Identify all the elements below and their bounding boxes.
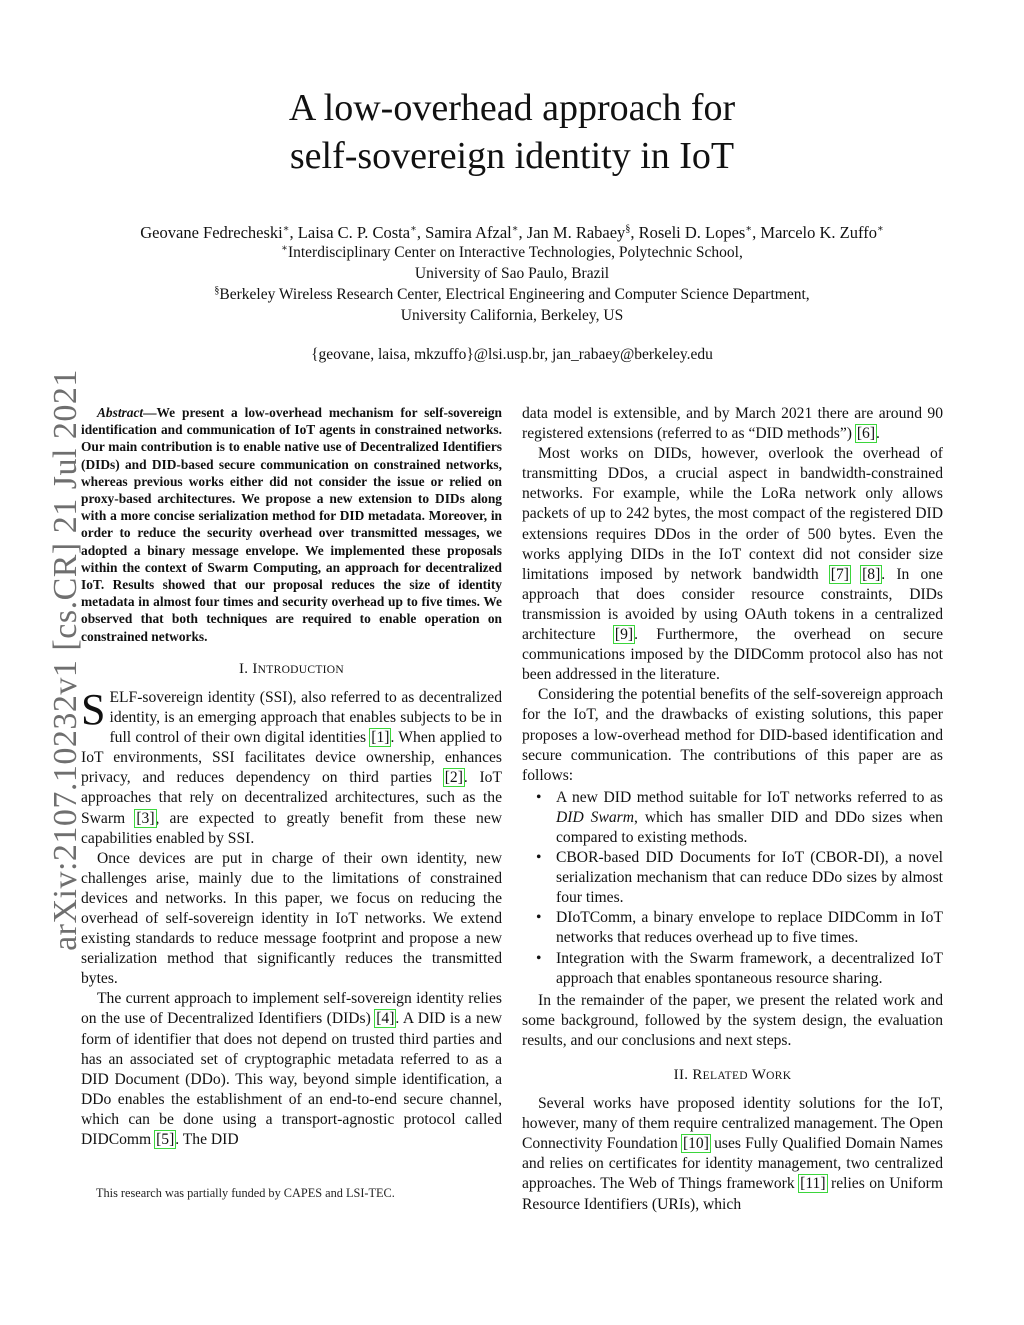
author-mark: ∗	[410, 223, 417, 235]
paper-title	[0, 84, 1024, 180]
author-emails: {geovane, laisa, mkzuffo}@lsi.usp.br, jan_rabaey@berkeley.edu	[311, 346, 713, 363]
affiliation-2-line-2: University California, Berkeley, US	[400, 307, 624, 324]
section-number: II.	[673, 1067, 689, 1083]
right-paragraph-4: In the remainder of the paper, we present the related work and some background, followed by the system design, the evaluation results, and our conclusions and next steps.	[522, 991, 943, 1049]
right-paragraph-3: Considering the potential benefits of the self-sovereign approach for the IoT, and the drawbacks of existing solutions, this paper proposes a low-overhead method for DID-based identification and secure communication. The contributions of this paper are as follows:	[522, 686, 943, 784]
section-heading-related-work	[522, 1065, 943, 1086]
citation-link[interactable]: [2]	[444, 769, 463, 787]
citation-link[interactable]: [8]	[862, 565, 881, 583]
list-item-text: , which has smaller DID and DDo sizes when compared to existing methods.	[556, 808, 943, 846]
author-name: Jan M. Rabaey	[526, 223, 626, 242]
intro-paragraph-1	[81, 684, 503, 849]
list-item	[522, 848, 943, 908]
paragraph-text: The current approach to implement self-sovereign identity relies on the use of Decentralized Identifiers (DIDs)	[81, 990, 502, 1028]
abstract	[81, 404, 502, 645]
affiliation-2-line-1	[0, 285, 1024, 306]
paragraph-text: . In one approach that does consider resource constraints, DIDs transmission is avoided by using OAuth tokens in a centralized architecture	[522, 565, 943, 644]
title-line-2: self-sovereign identity in IoT	[289, 135, 735, 177]
section-title-rest: ORK	[766, 1070, 792, 1082]
right-paragraph-2	[522, 444, 943, 685]
author-name: Roseli D. Lopes	[638, 223, 746, 242]
left-column	[81, 404, 502, 1150]
right-column	[522, 404, 943, 1215]
title-line-1: A low-overhead approach for	[288, 87, 736, 129]
affiliation-1-line-1	[0, 243, 1024, 264]
author-name: Laisa C. P. Costa	[297, 223, 411, 242]
citation-link[interactable]: [4]	[376, 1010, 395, 1028]
related-work-paragraph-1	[522, 1094, 943, 1215]
intro-paragraph-2: Once devices are put in charge of their own identity, new challenges arise, mainly due to the limitations of constrained devices and networks. In this paper, we focus on reducing the overhead of self-sovereign identity in IoT networks. We extend existing standards to reduce message footprint and propose a new serialization method that significantly reduces the transmitted bytes.	[81, 849, 502, 988]
bullet-icon: •	[536, 788, 542, 806]
section-title-initial: R	[692, 1067, 703, 1083]
author-list: Geovane Fedrecheski∗, Laisa C. P. Costa∗, Samira Afzal∗, Jan M. Rabaey§, Roseli D. Lopes∗, Marcelo K. Zuffo∗	[140, 223, 884, 242]
section-title-rest: ELATED	[702, 1070, 748, 1082]
drop-cap: S	[81, 684, 106, 734]
citation-link[interactable]: [10]	[682, 1135, 709, 1153]
author-name: Marcelo K. Zuffo	[760, 223, 877, 242]
author-name: Samira Afzal	[425, 223, 512, 242]
section-title-initial: I	[252, 660, 258, 677]
affiliation-mark: ∗	[281, 242, 288, 254]
bullet-icon: •	[536, 909, 542, 927]
affiliation-1-line-2: University of Sao Paulo, Brazil	[414, 265, 610, 282]
affiliation-mark: §	[214, 284, 220, 296]
paragraph-text: relies on Uniform Resource Identifiers (URIs), which	[522, 1175, 943, 1213]
intro-paragraph-3	[81, 989, 502, 1150]
citation-link[interactable]: [3]	[136, 809, 155, 827]
affiliation-text: Berkeley Wireless Research Center, Electrical Engineering and Computer Science Department,	[219, 286, 810, 303]
citation-link[interactable]: [5]	[156, 1131, 175, 1148]
paragraph-text: , are expected to greatly benefit from these new capabilities enabled by SSI.	[81, 809, 502, 847]
paragraph-text	[850, 566, 861, 583]
paragraph-text: . Furthermore, the overhead on secure communications imposed by the DIDComm protocol also has not been addressed in the literature.	[522, 626, 943, 684]
list-item-text: A new DID method suitable for IoT networks referred to as	[556, 788, 943, 806]
paragraph-text: .	[876, 425, 880, 443]
list-item-text: DIoTComm, a binary envelope to replace DIDComm in IoT networks that reduces overhead up to five times.	[556, 909, 943, 947]
paragraph-text: . A DID is a new form of identifier that does not depend on trusted third parties and has an associated set of cryptographic metadata referred to as a DID Document (DDo). This way, beyond simple identification, a DDo enables the establishment of an end-to-end secure channel, which can be done using a transport-agnostic protocol called DIDComm	[81, 1010, 502, 1148]
list-item	[522, 949, 943, 989]
author-mark: ∗	[282, 223, 290, 235]
list-item-emphasis: DID Swarm	[556, 808, 634, 826]
list-item-text: Integration with the Swarm framework, a decentralized IoT approach that enables spontaneous resource sharing.	[556, 949, 943, 987]
paragraph-text: . When applied to IoT environments, SSI facilitates device ownership, enhances privacy, and reduces dependency on third parties	[81, 729, 503, 787]
bullet-icon: •	[536, 849, 542, 867]
list-item-text: CBOR-based DID Documents for IoT (CBOR-DI), a novel serialization mechanism that can reduce DDo sizes by almost four times.	[556, 849, 943, 907]
citation-link[interactable]: [1]	[371, 729, 390, 747]
contributions-list	[522, 788, 943, 989]
paragraph-text: ELF-sovereign identity (SSI), also referred to as decentralized identity, is an emerging approach that enables subjects to be in full control of their own digital identities	[109, 688, 502, 747]
author-mark: §	[625, 223, 631, 235]
author-mark: ∗	[876, 223, 884, 235]
section-title-initial: W	[751, 1067, 767, 1083]
bullet-icon: •	[536, 949, 542, 967]
list-item	[522, 788, 943, 848]
citation-link[interactable]: [6]	[856, 425, 876, 443]
abstract-text: —We present a low-overhead mechanism for self-sovereign identification and communication of IoT agents in constrained networks. Our main contribution is to enable native use of Decentralized Identifiers (DIDs) and DID-based secure communication on constrained networks, whereas previous works either did not consider the issue or relied on proxy-based architectures. We propose a new extension to DIDs along with a more concise serialization method for DID metadata. Moreover, in order to reduce the security overhead over transmitted messages, we adopted a binary message envelope. We implemented these proposals within the context of Swarm Computing, an approach for decentralized IoT. Results showed that our proposal reduces the size of identity metadata in almost four times and security overhead up to five times. We observed that both techniques are required to enable operation on constrained networks.	[81, 405, 502, 644]
section-heading-introduction	[81, 659, 502, 680]
paragraph-text: . IoT approaches that rely on decentralized architectures, such as the Swarm	[81, 769, 502, 827]
section-title-rest: NTRODUCTION	[257, 663, 345, 676]
author-name: Geovane Fedrecheski	[140, 223, 283, 242]
paragraph-text: Several works have proposed identity solutions for the IoT, however, many of them require centralized management. The Open Connectivity Foundation	[522, 1095, 943, 1153]
paragraph-text: . The DID	[175, 1131, 239, 1148]
paragraph-text: uses Fully Qualified Domain Names and relies on certificates for identity management, two centralized approaches. The Web of Things framework	[522, 1135, 943, 1193]
abstract-label: Abstract	[97, 405, 144, 420]
affiliation-text: Interdisciplinary Center on Interactive Technologies, Polytechnic School,	[287, 244, 743, 261]
funding-footnote: This research was partially funded by CAPES and LSI-TEC.	[96, 1186, 395, 1200]
paragraph-text: data model is extensible, and by March 2021 there are around 90 registered extensions (referred to as “DID methods”)	[522, 405, 943, 443]
arxiv-stamp: arXiv:2107.10232v1 [cs.CR] 21 Jul 2021	[47, 369, 84, 951]
right-paragraph-1	[522, 404, 943, 444]
list-item	[522, 908, 943, 948]
citation-link[interactable]: [11]	[800, 1175, 826, 1193]
section-number: I.	[238, 660, 249, 677]
paragraph-text: Most works on DIDs, however, overlook the overhead of transmitting DDos, a crucial aspect in bandwidth-constrained networks. For example, while the LoRa network only allows packets of up to 242 bytes, the most compact of the registered DID extensions requires DDos in the order of 500 bytes. Even the works applying DIDs in the IoT context did not consider size limitations imposed by network bandwidth	[522, 445, 943, 583]
author-mark: ∗	[745, 223, 753, 235]
citation-link[interactable]: [9]	[614, 626, 634, 644]
author-mark: ∗	[511, 223, 519, 235]
citation-link[interactable]: [7]	[830, 565, 849, 583]
